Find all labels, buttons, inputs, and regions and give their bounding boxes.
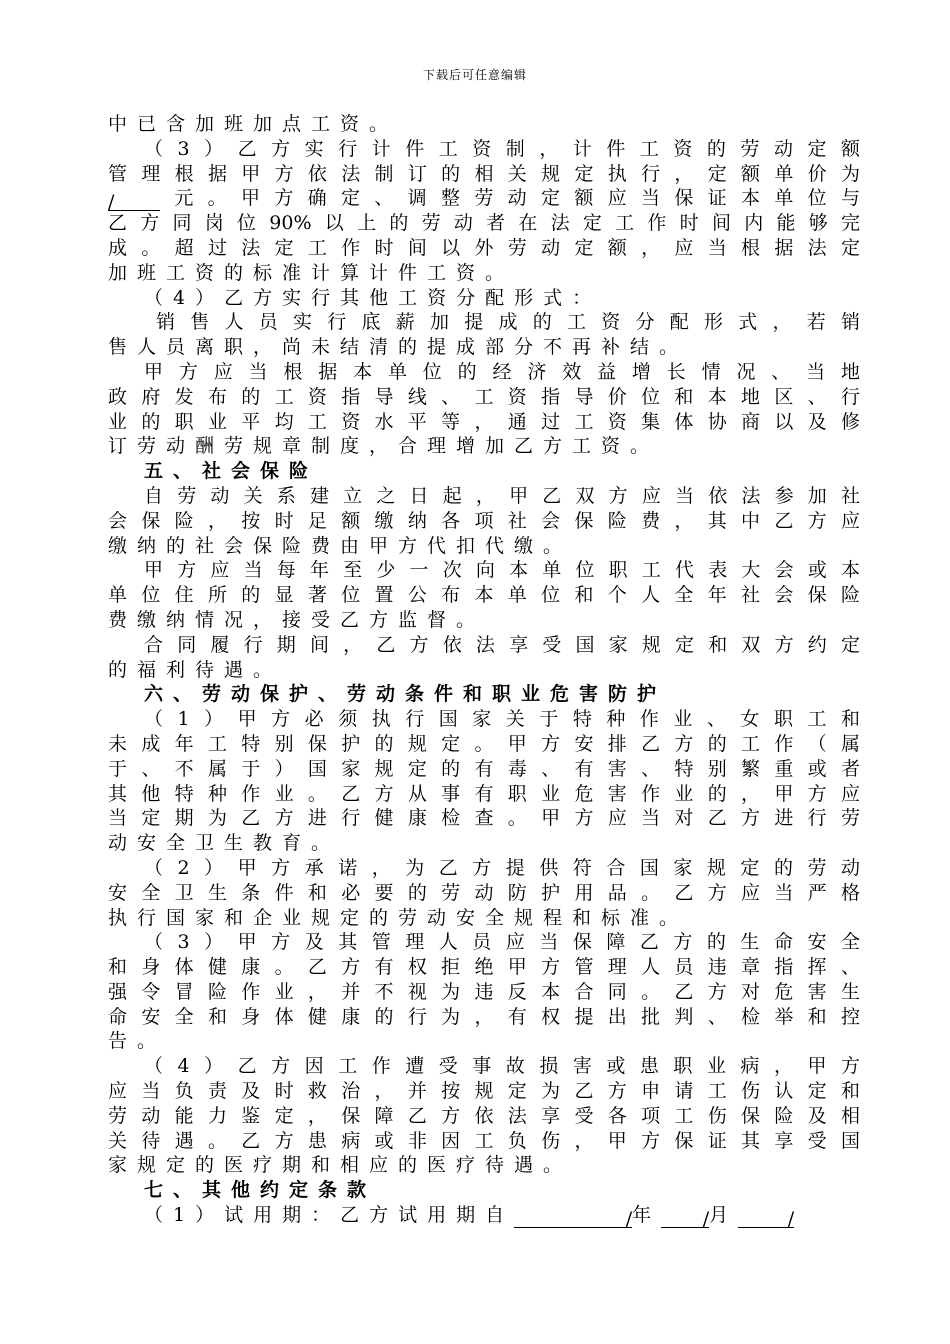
document-body (108, 112, 860, 1228)
text-line: 安全卫生条件和必要的劳动防护用品。乙方应当严格 (108, 881, 860, 904)
text-line: 会保险，按时足额缴纳各项社会保险费，其中乙方应 (108, 509, 860, 532)
text-line: 加班工资的标准计算计件工资。 (108, 261, 515, 284)
text-line: （3）乙方实行计件工资制，计件工资的劳动定额 (144, 137, 860, 160)
section-heading: 五、社会保险 (144, 460, 319, 483)
text-line: 关待遇。乙方患病或非因工负伤，甲方保证其享受国 (108, 1129, 860, 1152)
month-label: 月 (709, 1204, 739, 1227)
text-line: 单位住所的显著位置公布本单位和个人全年社会保险 (108, 584, 860, 607)
section-heading: 七、其他约定条款 (144, 1179, 377, 1202)
text-line: 未成年工特别保护的规定。甲方安排乙方的工作（属 (108, 732, 860, 755)
text-line: 告。 (108, 1030, 167, 1053)
text-line: 应当负责及时救治，并按规定为乙方申请工伤认定和 (108, 1080, 860, 1103)
text-line: 乙方同岗位90%以上的劳动者在法定工作时间内能够完 (108, 212, 860, 235)
text-line (108, 186, 860, 214)
probation-start-month-blank: / (661, 1207, 709, 1228)
text-line: （4）乙方实行其他工资分配形式： (144, 286, 602, 309)
text-line: 于、不属于）国家规定的有毒、有害、特别繁重或者 (108, 757, 860, 780)
text-line: 甲方应当每年至少一次向本单位职工代表大会或本 (144, 559, 860, 582)
text-line: 其他特种作业。乙方从事有职业危害作业的，甲方应 (108, 782, 860, 805)
text-segment: 元。甲方确定、调整劳动定额应当保证本单位与 (160, 187, 860, 210)
text-line: 家规定的医疗期和相应的医疗待遇。 (108, 1154, 573, 1177)
text-line: （3）甲方及其管理人员应当保障乙方的生命安全 (144, 931, 860, 954)
probation-start-year-blank: / (514, 1207, 632, 1228)
text-line: 命安全和身体健康的行为，有权提出批判、检举和控 (108, 1005, 860, 1028)
probation-start-day-blank: / (738, 1207, 794, 1228)
text-line: （4）乙方因工作遭受事故损害或患职业病，甲方 (144, 1055, 860, 1078)
text-line: 售人员离职，尚未结清的提成部分不再补结。 (108, 336, 689, 359)
text-line: 和身体健康。乙方有权拒绝甲方管理人员违章指挥、 (108, 956, 860, 979)
text-line: 销售人员实行底薪加提成的工资分配形式，若销 (156, 311, 860, 334)
probation-line (108, 1203, 860, 1228)
probation-label: （1）试用期：乙方试用期自 (144, 1204, 515, 1227)
text-line: 订劳动酬劳规章制度，合理增加乙方工资。 (108, 435, 660, 458)
text-line: 政府发布的工资指导线、工资指导价位和本地区、行 (108, 385, 860, 408)
text-line: 中已含加班加点工资。 (108, 113, 399, 135)
text-line: 动安全卫生教育。 (108, 832, 341, 855)
text-line: 业的职业平均工资水平等，通过工资集体协商以及修 (108, 410, 860, 433)
text-line: 合同履行期间，乙方依法享受国家规定和双方约定 (144, 633, 860, 656)
text-line: 自劳动关系建立之日起，甲乙双方应当依法参加社 (144, 484, 860, 507)
text-line: （2）甲方承诺，为乙方提供符合国家规定的劳动 (144, 856, 860, 879)
text-line: 缴纳的社会保险费由甲方代扣代缴。 (108, 534, 573, 557)
text-line: 费缴纳情况，接受乙方监督。 (108, 608, 486, 631)
text-line: 的福利待遇。 (108, 658, 283, 681)
text-line: （1）甲方必须执行国家关于特种作业、女职工和 (144, 708, 860, 731)
unit-price-blank: / (108, 190, 160, 211)
page-header: 下载后可任意编辑 (422, 68, 527, 82)
text-line: 执行国家和企业规定的劳动安全规程和标准。 (108, 906, 689, 929)
year-label: 年 (632, 1204, 662, 1227)
text-line: 成。超过法定工作时间以外劳动定额，应当根据法定 (108, 236, 860, 259)
text-line: 劳动能力鉴定，保障乙方依法享受各项工伤保险及相 (108, 1104, 860, 1127)
section-heading: 六、劳动保护、劳动条件和职业危害防护 (144, 683, 667, 706)
text-line: 强令冒险作业，并不视为违反本合同。乙方对危害生 (108, 980, 860, 1003)
text-line: 甲方应当根据本单位的经济效益增长情况、当地 (144, 360, 860, 383)
text-line: 当定期为乙方进行健康检查。甲方应当对乙方进行劳 (108, 807, 860, 830)
text-line: 管理根据甲方依法制订的相关规定执行，定额单价为 (108, 162, 860, 185)
